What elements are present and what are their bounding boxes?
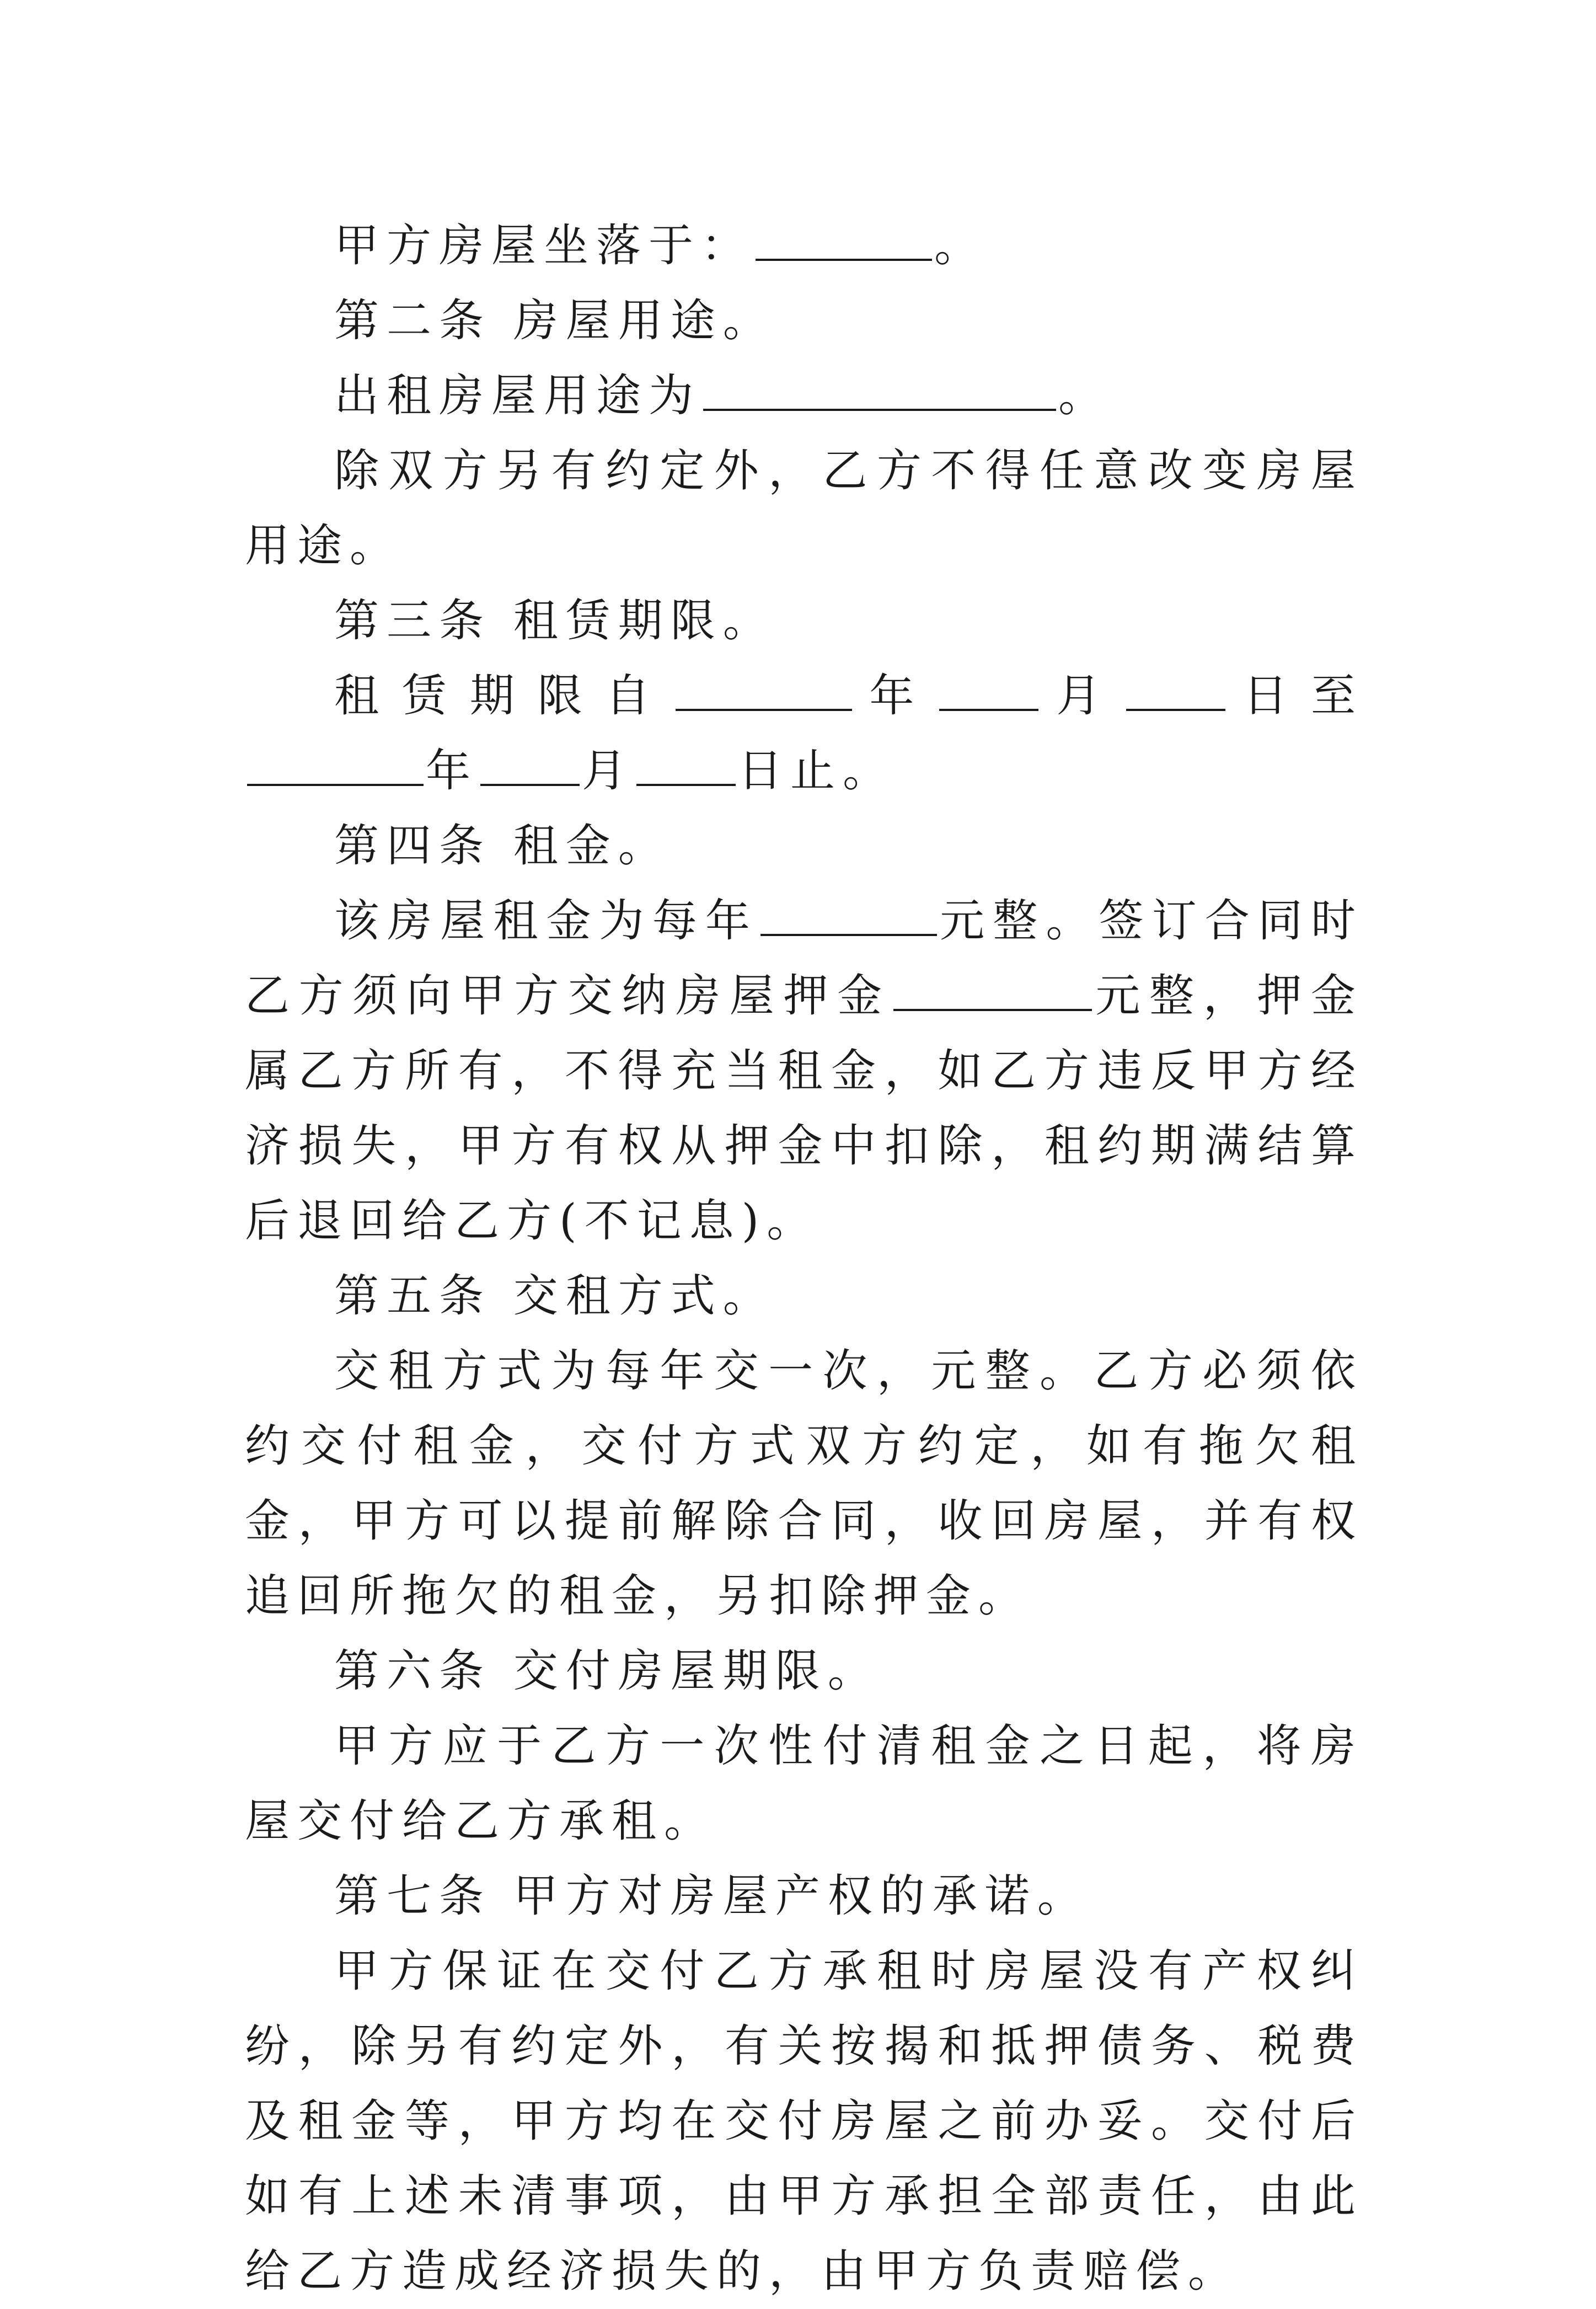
paragraph-payment-method: 交租方式为每年交一次，元整。乙方必须依约交付租金，交付方式双方约定，如有拖欠租金，甲方可以提前解除合同，收回房屋，并有权追回所拖欠的租金，另扣除押金。 bbox=[245, 1345, 1363, 1622]
rent-label: 该房屋租金为每年 bbox=[334, 895, 758, 947]
article-5-heading: 第五条 交租方式。 bbox=[334, 1270, 775, 1322]
deposit-blank bbox=[893, 970, 1092, 1011]
end-day-label: 日止。 bbox=[738, 745, 896, 797]
document-body bbox=[245, 209, 1363, 2309]
paragraph-location bbox=[245, 209, 1363, 284]
location-label: 甲方房屋坐落于： bbox=[334, 220, 754, 272]
end-year-label: 年 bbox=[426, 745, 479, 797]
start-year-blank bbox=[676, 670, 852, 711]
end-year-blank bbox=[247, 745, 424, 786]
paragraph-rent bbox=[245, 884, 1363, 1259]
paragraph-usage bbox=[245, 359, 1363, 434]
deposit-terms: 元整，押金属乙方所有，不得充当租金，如乙方违反甲方经济损失，甲方有权从押金中扣除，租约期满结算后退回给乙方(不记息)。 bbox=[245, 970, 1363, 1247]
paragraph-delivery: 甲方应于乙方一次性付清租金之日起，将房屋交付给乙方承租。 bbox=[245, 1720, 1363, 1847]
start-day-blank bbox=[1126, 670, 1225, 711]
usage-blank bbox=[703, 370, 1056, 411]
end-month-blank bbox=[480, 745, 580, 786]
article-6-heading: 第六条 交付房屋期限。 bbox=[334, 1645, 880, 1697]
end-month-label: 月 bbox=[582, 745, 635, 797]
article-3-heading: 第三条 租赁期限。 bbox=[334, 595, 775, 647]
start-month-blank bbox=[939, 670, 1038, 711]
usage-label: 出租房屋用途为 bbox=[334, 370, 701, 422]
location-end: 。 bbox=[934, 220, 987, 272]
paragraph-title-guarantee: 甲方保证在交付乙方承租时房屋没有产权纠纷，除另有约定外，有关按揭和抵押债务、税费及租金等，甲方均在交付房屋之前办妥。交付后如有上述未清事项，由甲方承担全部责任，由此给乙方造成经济损失的，由甲方负责赔偿。 bbox=[245, 1945, 1363, 2297]
start-month-label: 月 bbox=[1041, 670, 1124, 722]
rent-blank bbox=[760, 895, 937, 936]
start-year-label: 年 bbox=[854, 670, 938, 722]
article-4-heading: 第四条 租金。 bbox=[334, 820, 671, 872]
paragraph-lease-term bbox=[245, 659, 1363, 809]
location-blank bbox=[756, 220, 932, 261]
term-label: 租赁期限自 bbox=[334, 670, 673, 722]
article-2-heading: 第二条 房屋用途。 bbox=[334, 295, 775, 347]
end-day-blank bbox=[636, 745, 736, 786]
paragraph-usage-restriction: 除双方另有约定外，乙方不得任意改变房屋用途。 bbox=[245, 445, 1363, 572]
article-7-heading: 第七条 甲方对房屋产权的承诺。 bbox=[334, 1870, 1090, 1922]
usage-end: 。 bbox=[1058, 370, 1111, 422]
deposit-label: 元整。签订合同时乙方须向甲方交纳房屋押金 bbox=[245, 895, 1363, 1022]
start-day-label: 日至 bbox=[1228, 670, 1363, 722]
